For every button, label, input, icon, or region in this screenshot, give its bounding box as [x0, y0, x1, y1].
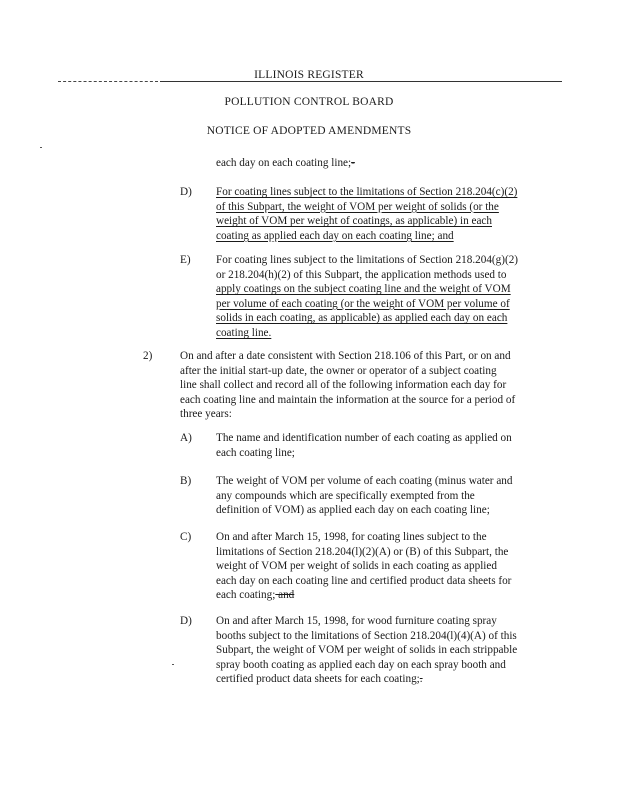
header-rule — [160, 81, 562, 82]
register-title: ILLINOIS REGISTER — [254, 69, 364, 81]
item-d-lower-text: On and after March 15, 1998, for wood furniture coating spray booths subject to the limitations of Section 218.204(l)(4)(A) of this Subpart, the weight of VOM per weight of solids in each strippable spray booth coating as applied each day on each spray booth and certified product data sheets for each coating;. — [216, 615, 518, 686]
item-label-2: 2) — [143, 350, 153, 362]
item-d-upper-text: For coating lines subject to the limitations of Section 218.204(c)(2) of this Subpart, the weight of VOM per weight of solids (or the weight of VOM per weight of coatings, as applicable) in each coating as applied each day on each coating line; and — [216, 186, 518, 242]
item-label-d-lower: D) — [180, 615, 192, 627]
scan-speck — [40, 147, 42, 148]
item-label-c: C) — [180, 531, 192, 543]
item-2-text: On and after a date consistent with Section 218.106 of this Part, or on and after the initial start-up date, the owner or operator of a subject coating line shall collect and record all of the following information each day for each coating line and maintain the information at the source for a period of three years: — [180, 350, 516, 421]
item-label-d-upper: D) — [180, 186, 192, 198]
header-rule-left — [58, 81, 158, 82]
item-c-text: On and after March 15, 1998, for coating lines subject to the limitations of Section 218.204(l)(2)(A) or (B) of this Subpart, the weight of VOM per weight of solids in each coating as applied each day on each coating line and certified product data sheets for each coating; and — [216, 531, 512, 602]
item-e-text: For coating lines subject to the limitations of Section 218.204(g)(2) or 218.204(h)(2) of this Subpart, the application methods used to apply coatings on the subject coating line and the weight of VOM per volume of each coating (or the weight of VOM per volume of solids in each coating, as applicable) as applied each day on each coating line. — [216, 254, 519, 339]
board-title: POLLUTION CONTROL BOARD — [224, 96, 394, 108]
item-label-b: B) — [180, 475, 192, 487]
carryover-text: each day on each coating line;- — [216, 157, 355, 169]
item-b-text: The weight of VOM per volume of each coating (minus water and any compounds which are specifically exempted from the definition of VOM) as applied each day on each coating line; — [216, 475, 513, 517]
scan-speck — [172, 664, 174, 665]
item-label-e: E) — [180, 254, 191, 266]
item-a-text: The name and identification number of each coating as applied on each coating line; — [216, 432, 512, 459]
notice-title: NOTICE OF ADOPTED AMENDMENTS — [206, 125, 412, 137]
item-label-a: A) — [180, 432, 192, 444]
